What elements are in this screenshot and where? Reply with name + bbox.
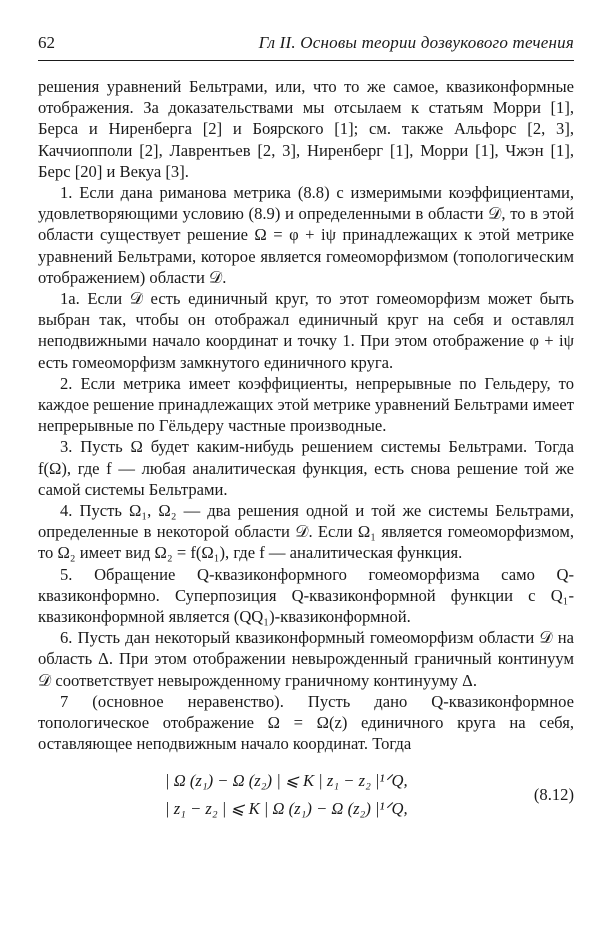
- paragraph-item-5: 5. Обращение Q-квазиконформного гомеоморфизма само Q-квазиконформно. Суперпозиция Q-квазиконформной функции с Q₁-квазиконформной является (QQ₁)-квазиконформной.: [38, 564, 574, 627]
- paragraph-item-3: 3. Пусть Ω будет каким-нибудь решением системы Бельтрами. Тогда f(Ω), где f — любая аналитическая функция, есть снова решение той же самой системы Бельтрами.: [38, 437, 574, 499]
- header-rule: [38, 60, 574, 61]
- chapter-title: Гл II. Основы теории дозвукового течения: [258, 33, 574, 52]
- paragraph-item-6: 6. Пусть дан некоторый квазиконформный гомеоморфизм области 𝒟 на область Δ. При этом отображении невырожденный граничный континуум 𝒟 соответствует невырожденному граничному континууму Δ.: [38, 628, 574, 690]
- book-page: [38, 30, 574, 835]
- body-text: [38, 76, 574, 755]
- paragraph-item-1a: 1а. Если 𝒟 есть единичный круг, то этот гомеоморфизм может быть выбран так, чтобы он отображал единичный круг на себя и оставлял неподвижными начало координат и точку 1. При этом отображение φ + iψ есть гомеоморфизм замкнутого единичного круга.: [38, 289, 574, 372]
- paragraph-item-2: 2. Если метрика имеет коэффициенты, непрерывные по Гельдеру, то каждое решение принадлежащих этой метрике уравнений Бельтрами имеет непрерывные по Гёльдеру частные производные.: [38, 373, 574, 436]
- paragraph-item-4: 4. Пусть Ω₁, Ω₂ — два решения одной и той же системы Бельтрами, определенные в некоторой области 𝒟. Если Ω₁ является гомеоморфизмом, то Ω₂ имеет вид Ω₂ = f(Ω₁), где f — аналитическая функция.: [38, 501, 574, 563]
- formula-line-1: | Ω (z₁) − Ω (z₂) | ⩽ K | z₁ − z₂ |¹ᐟQ,: [165, 770, 408, 790]
- running-head: [38, 30, 574, 56]
- formula-block: [38, 771, 574, 835]
- paragraph-item-1: 1. Если дана риманова метрика (8.8) с измеримыми коэффициентами, удовлетворяющими условию (8.9) и определенными в области 𝒟, то в этой области существует решение Ω = φ + iψ принадлежащих к этой метрике уравнений Бельтрами, которое является гомеоморфизмом (топологическим отображением) области 𝒟.: [38, 183, 574, 287]
- formula-line-2: | z₁ − z₂ | ⩽ K | Ω (z₁) − Ω (z₂) |¹ᐟQ,: [165, 798, 408, 818]
- paragraph-intro: решения уравнений Бельтрами, или, что то же самое, квазиконформные отображения. За доказательствами мы отсылаем к статьям Морри [1], Берса и Ниренберга [2] и Боярского [1]; см. также Альфорс [2, 3], Каччиопполи [2], Лаврентьев [2, 3], Ниренберг [1], Морри [1], Чжэн [1], Берс [20] и Векуа [3].: [38, 77, 574, 181]
- page-number: 62: [38, 33, 55, 52]
- equation-number: (8.12): [533, 784, 574, 804]
- paragraph-item-7: 7 (основное неравенство). Пусть дано Q-квазиконформное топологическое отображение Ω = Ω(z) единичного круга на себя, оставляющее неподвижным начало координат. Тогда: [38, 691, 574, 754]
